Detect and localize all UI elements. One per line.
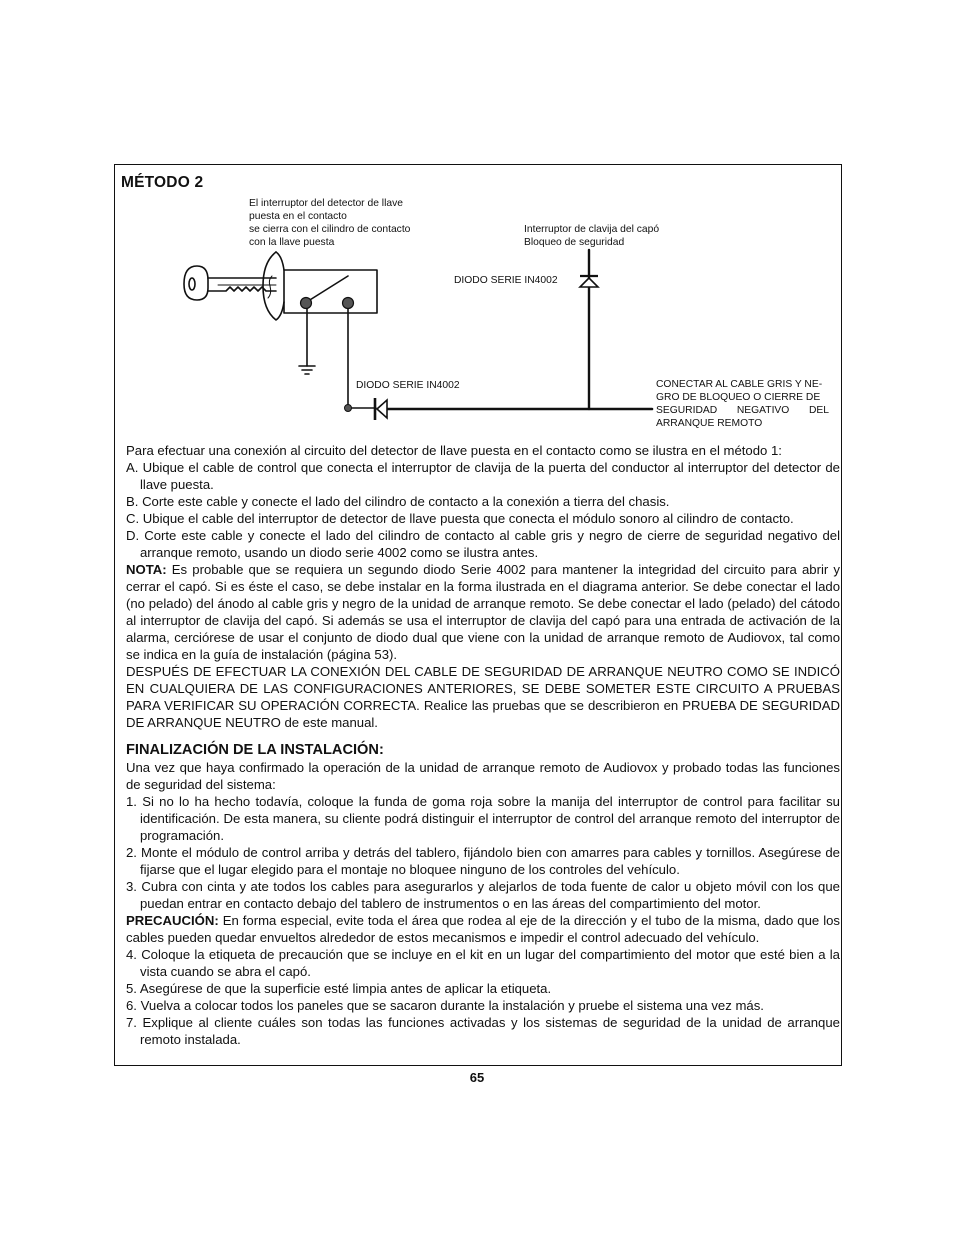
page-number: 65: [469, 1070, 485, 1085]
caution-paragraph: [126, 912, 840, 946]
key-switch-label-line: con la llave puesta: [249, 237, 335, 248]
hood-switch-label-line: Bloqueo de seguridad: [524, 237, 625, 248]
terminal-right: [343, 298, 354, 309]
fin-step-4: 4. Coloque la etiqueta de precaución que se incluye en el kit en un lugar del compartimiento del motor que esté bien a la vista cuando se abra el capó.: [126, 947, 840, 979]
intro-paragraph: Para efectuar una conexión al circuito del detector de llave puesta en el contacto como se ilustra en el método 1:: [126, 443, 782, 458]
fin-step-2: 2. Monte el módulo de control arriba y detrás del tablero, fijándolo bien con amarres para cables y tornillos. Asegúrese de fijarse que el lugar elegido para el montaje no bloquee ninguno de los controles del vehículo.: [126, 845, 840, 877]
step-c: C. Ubique el cable del interruptor de detector de llave puesta que conecta el módulo sonoro al cilindro de contacto.: [126, 511, 794, 526]
switch-lever: [305, 276, 348, 303]
connect-label-line: CONECTAR AL CABLE GRIS Y NE-: [656, 379, 823, 390]
diode-bottom-label: DIODO SERIE IN4002: [356, 380, 460, 391]
connect-label-line: SEGURIDAD NEGATIVO DEL: [656, 405, 829, 416]
caps-paragraph: DESPUÉS DE EFECTUAR LA CONEXIÓN DEL CABLE DE SEGURIDAD DE ARRANQUE NEUTRO COMO SE INDICÓ EN CUALQUIERA DE LAS CONFIGURACIONES ANTERIORES, SE DEBE SOMETER ESTE CIRCUITO A PRUEBAS PARA VERIFICAR SU OPERACIÓN CORRECTA. Realice las pruebas que se describieron en PRUEBA DE SEGURIDAD DE ARRANQUE NEUTRO de este manual.: [126, 664, 840, 730]
fin-step-3: 3. Cubra con cinta y ate todos los cables para asegurarlos y alejarlos de toda fuente de calor u objeto móvil con los que puedan entrar en contacto debajo del tablero de instrumentos o en las áreas del compartimiento del motor.: [126, 879, 840, 911]
key-switch-label-line: puesta en el contacto: [249, 211, 347, 222]
diode-top-label: DIODO SERIE IN4002: [454, 275, 558, 286]
junction-dot: [345, 405, 352, 412]
ignition-cylinder-icon: [263, 252, 284, 320]
key-switch-label-line: se cierra con el cilindro de contacto: [249, 224, 411, 235]
caution-label: PRECAUCIÓN:: [126, 913, 219, 928]
caution-text: En forma especial, evite toda el área que rodea al eje de la dirección y el tubo de la misma, dado que los cables pueden quedar envueltos alrededor de estos mecanismos e impedir el control adecuado del vehículo.: [126, 913, 840, 945]
fin-step-6: 6. Vuelva a colocar todos los paneles que se sacaron durante la instalación y pruebe el sistema una vez más.: [126, 998, 764, 1013]
finalization-intro: Una vez que haya confirmado la operación de la unidad de arranque remoto de Audiovox y probado todas las funciones de seguridad del sistema:: [126, 760, 840, 792]
note-text: Es probable que se requiera un segundo diodo Serie 4002 para mantener la integridad del circuito para abrir y cerrar el capó. Si es éste el caso, se debe instalar en la forma ilustrada en el diagrama anterior. Se debe conectar el lado (no pelado) del ánodo al cable gris y negro de la unidad de arranque remoto. Se debe conectar el lado (pelado) del cátodo al interruptor de clavija del capó. Si además se usa el interruptor de clavija del capó para una entrada de activación de la alarma, cerciórese de usar el conjunto de diodo dual que viene con la unidad de arranque remoto de Audiovox, tal como se indica en la guía de instalación (página 53).: [126, 562, 840, 662]
key-icon: [184, 266, 276, 300]
section-heading: MÉTODO 2: [121, 174, 204, 191]
terminal-left: [301, 298, 312, 309]
connect-label-line: ARRANQUE REMOTO: [656, 418, 763, 429]
finalization-title: FINALIZACIÓN DE LA INSTALACIÓN:: [126, 742, 384, 758]
fin-step-7: 7. Explique al cliente cuáles son todas las funciones activadas y los sistemas de seguridad de la unidad de arranque remoto instalada.: [126, 1015, 840, 1047]
note-label: NOTA:: [126, 562, 167, 577]
note-paragraph: [126, 561, 840, 663]
hood-switch-label-line: Interruptor de clavija del capó: [524, 224, 660, 235]
key-switch-box: [284, 270, 377, 313]
body-text: [126, 442, 840, 1048]
fin-step-1: 1. Si no lo ha hecho todavía, coloque la funda de goma roja sobre la manija del interruptor de control para facilitar su identificación. De esta manera, su cliente podrá distinguir el interruptor de control del arranque remoto del interruptor de programación.: [126, 794, 840, 843]
wiring-diagram: [0, 0, 954, 440]
step-a: A. Ubique el cable de control que conecta el interruptor de clavija de la puerta del conductor al interruptor del detector de llave puesta.: [126, 460, 840, 492]
key-switch-label-line: El interruptor del detector de llave: [249, 198, 403, 209]
diode-bottom-icon: [375, 398, 387, 420]
connect-label-line: GRO DE BLOQUEO O CIERRE DE: [656, 392, 821, 403]
step-d: D. Corte este cable y conecte el lado del cilindro de contacto al cable gris y negro de cierre de seguridad negativo del arranque remoto, usando un diodo serie 4002 como se ilustra antes.: [126, 528, 840, 560]
fin-step-5: 5. Asegúrese de que la superficie esté limpia antes de aplicar la etiqueta.: [126, 981, 552, 996]
diode-top-icon: [580, 276, 598, 287]
step-b: B. Corte este cable y conecte el lado del cilindro de contacto a la conexión a tierra del chasis.: [126, 494, 670, 509]
